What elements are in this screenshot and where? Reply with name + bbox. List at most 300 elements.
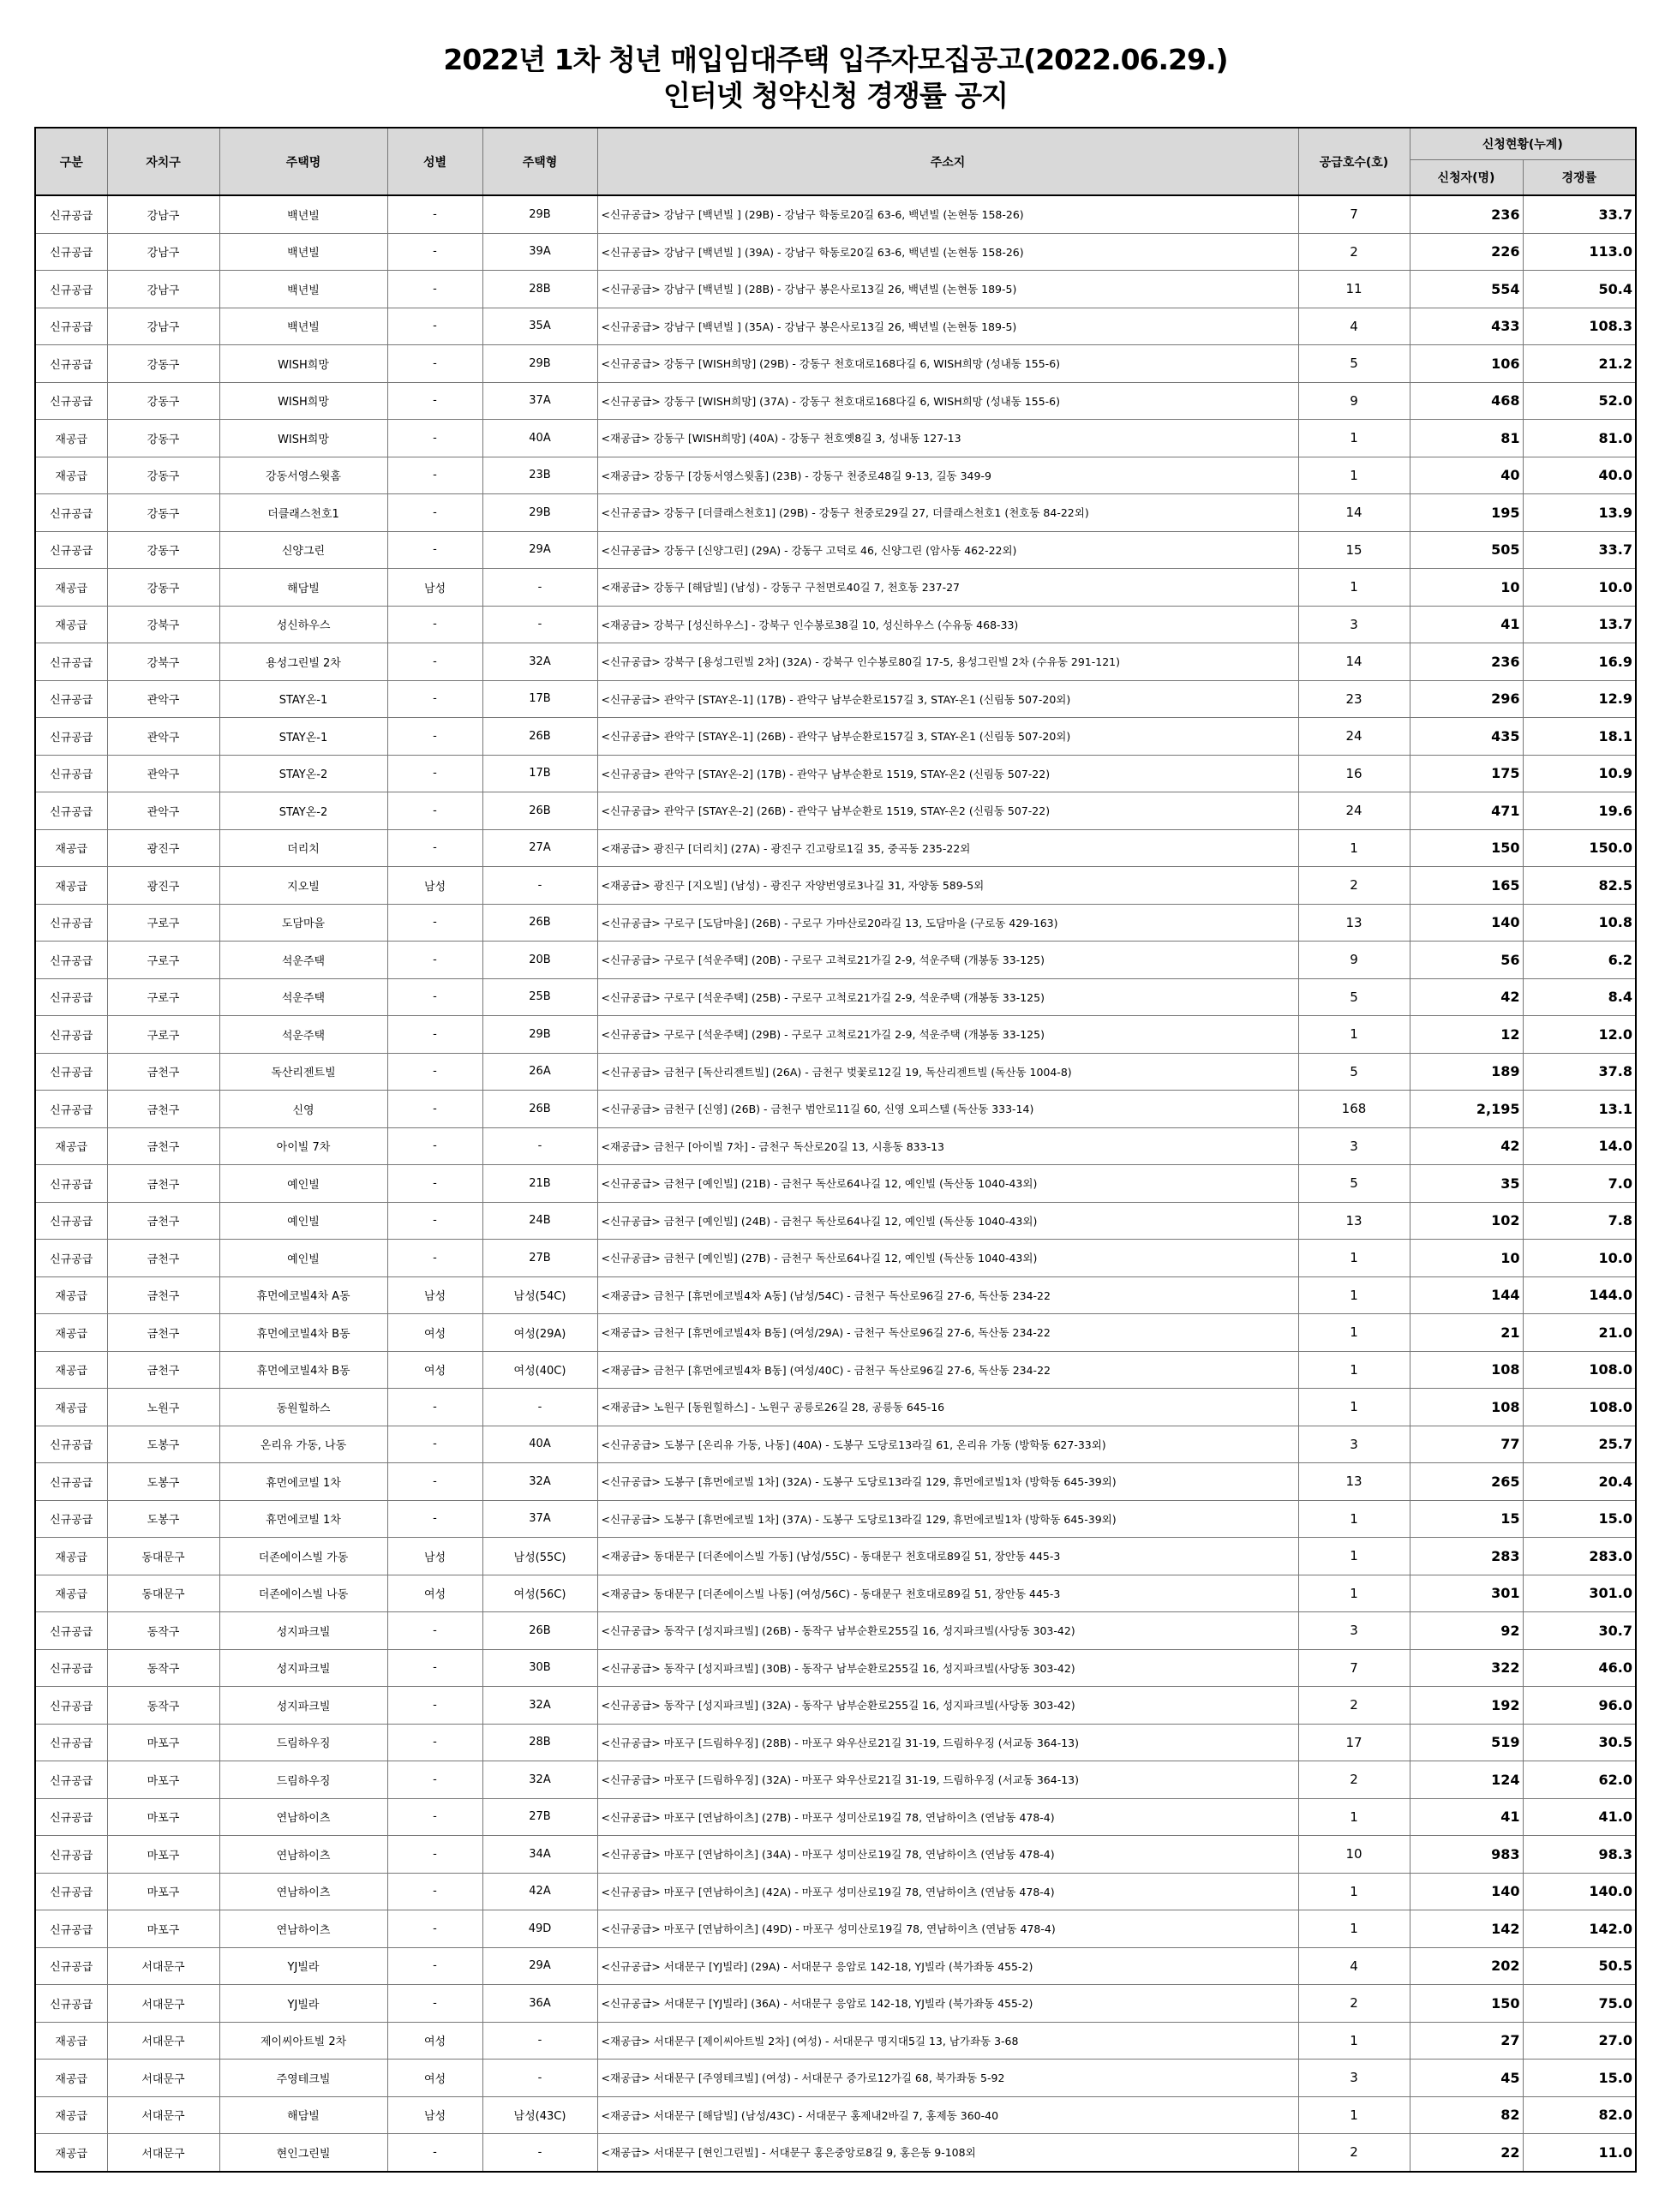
cell-housing-name: 해담빌 [219, 569, 387, 607]
cell-address: <신규공급> 강동구 [신양그린] (29A) - 강동구 고덕로 46, 신양그린 (암사동 462-22외) [597, 531, 1298, 569]
cell-district: 동대문구 [107, 1538, 219, 1575]
cell-applicants: 468 [1410, 382, 1523, 420]
cell-applicants: 140 [1410, 904, 1523, 942]
cell-housing-type: - [482, 606, 597, 643]
cell-district: 마포구 [107, 1724, 219, 1761]
cell-housing-type: 27B [482, 1240, 597, 1277]
cell-category: 신규공급 [35, 904, 107, 942]
cell-category: 신규공급 [35, 382, 107, 420]
cell-district: 관악구 [107, 718, 219, 756]
cell-gender: - [387, 1165, 482, 1203]
cell-gender: 여성 [387, 1351, 482, 1389]
table-row [35, 271, 1636, 308]
cell-address: <신규공급> 강남구 [백년빌 ] (28B) - 강남구 봉은사로13길 26, 백년빌 (논현동 189-5) [597, 271, 1298, 308]
cell-applicants: 92 [1410, 1612, 1523, 1650]
cell-category: 재공급 [35, 1389, 107, 1426]
cell-address: <신규공급> 마포구 [연남하이츠] (34A) - 마포구 성미산로19길 78, 연남하이츠 (연남동 478-4) [597, 1836, 1298, 1874]
cell-housing-name: 용성그린빌 2차 [219, 643, 387, 681]
table-row [35, 531, 1636, 569]
cell-district: 강북구 [107, 643, 219, 681]
cell-supply-count: 14 [1298, 494, 1410, 532]
cell-competition-ratio: 108.0 [1523, 1389, 1636, 1426]
cell-supply-count: 3 [1298, 2060, 1410, 2097]
cell-supply-count: 2 [1298, 1761, 1410, 1799]
cell-district: 금천구 [107, 1314, 219, 1352]
cell-competition-ratio: 33.7 [1523, 531, 1636, 569]
cell-district: 동작구 [107, 1687, 219, 1725]
cell-district: 관악구 [107, 680, 219, 718]
cell-competition-ratio: 40.0 [1523, 457, 1636, 494]
cell-gender: - [387, 1798, 482, 1836]
cell-gender: - [387, 1463, 482, 1501]
cell-competition-ratio: 15.0 [1523, 2060, 1636, 2097]
cell-gender: - [387, 271, 482, 308]
cell-address: <신규공급> 마포구 [드림하우징] (32A) - 마포구 와우산로21길 31-19, 드림하우징 (서교동 364-13) [597, 1761, 1298, 1799]
cell-supply-count: 4 [1298, 308, 1410, 345]
cell-gender: - [387, 1947, 482, 1985]
cell-category: 재공급 [35, 1538, 107, 1575]
table-row [35, 1165, 1636, 1203]
cell-housing-name: 해담빌 [219, 2096, 387, 2134]
cell-address: <재공급> 금천구 [휴먼에코빌4차 A동] (남성/54C) - 금천구 독산로96길 27-6, 독산동 234-22 [597, 1276, 1298, 1314]
table-row [35, 978, 1636, 1016]
table-row [35, 829, 1636, 867]
cell-applicants: 322 [1410, 1649, 1523, 1687]
cell-competition-ratio: 19.6 [1523, 792, 1636, 830]
cell-applicants: 265 [1410, 1463, 1523, 1501]
cell-housing-name: 백년빌 [219, 308, 387, 345]
table-row [35, 1649, 1636, 1687]
cell-applicants: 124 [1410, 1761, 1523, 1799]
cell-gender: - [387, 1389, 482, 1426]
cell-gender: - [387, 494, 482, 532]
cell-competition-ratio: 7.8 [1523, 1202, 1636, 1240]
cell-district: 광진구 [107, 867, 219, 905]
cell-supply-count: 16 [1298, 755, 1410, 792]
cell-applicants: 192 [1410, 1687, 1523, 1725]
cell-gender: - [387, 195, 482, 233]
cell-address: <신규공급> 강남구 [백년빌 ] (35A) - 강남구 봉은사로13길 26, 백년빌 (논현동 189-5) [597, 308, 1298, 345]
cell-housing-type: 26B [482, 1091, 597, 1128]
cell-address: <재공급> 강북구 [성신하우스] - 강북구 인수봉로38길 10, 성신하우스 (수유동 468-33) [597, 606, 1298, 643]
cell-district: 강남구 [107, 195, 219, 233]
cell-applicants: 165 [1410, 867, 1523, 905]
cell-housing-name: 성지파크빌 [219, 1612, 387, 1650]
cell-competition-ratio: 25.7 [1523, 1426, 1636, 1463]
cell-district: 동작구 [107, 1612, 219, 1650]
cell-address: <재공급> 동대문구 [더존에이스빌 가동] (남성/55C) - 동대문구 천호대로89길 51, 장안동 445-3 [597, 1538, 1298, 1575]
header-competition-ratio: 경쟁률 [1523, 160, 1636, 196]
cell-district: 노원구 [107, 1389, 219, 1426]
cell-housing-name: 제이씨아트빌 2차 [219, 2022, 387, 2060]
cell-address: <재공급> 광진구 [지오빌] (남성) - 광진구 자양번영로3나길 31, 자양동 589-5외 [597, 867, 1298, 905]
cell-housing-name: YJ빌라 [219, 1985, 387, 2023]
cell-supply-count: 1 [1298, 1240, 1410, 1277]
cell-housing-name: YJ빌라 [219, 1947, 387, 1985]
table-row [35, 867, 1636, 905]
cell-gender: 남성 [387, 1276, 482, 1314]
cell-district: 서대문구 [107, 1947, 219, 1985]
cell-address: <신규공급> 동작구 [성지파크빌] (26B) - 동작구 남부순환로255길 16, 성지파크빌(사당동 303-42) [597, 1612, 1298, 1650]
table-row [35, 494, 1636, 532]
cell-district: 도봉구 [107, 1463, 219, 1501]
header-housing-name: 주택명 [219, 128, 387, 195]
cell-housing-type: 36A [482, 1985, 597, 2023]
cell-applicants: 283 [1410, 1538, 1523, 1575]
cell-applicants: 202 [1410, 1947, 1523, 1985]
cell-supply-count: 7 [1298, 195, 1410, 233]
cell-housing-type: 34A [482, 1836, 597, 1874]
cell-gender: - [387, 942, 482, 979]
cell-housing-type: 32A [482, 1687, 597, 1725]
cell-housing-name: 신영 [219, 1091, 387, 1128]
cell-address: <신규공급> 마포구 [연남하이츠] (27B) - 마포구 성미산로19길 78, 연남하이츠 (연남동 478-4) [597, 1798, 1298, 1836]
cell-housing-type: 29B [482, 195, 597, 233]
cell-applicants: 519 [1410, 1724, 1523, 1761]
cell-category: 신규공급 [35, 1649, 107, 1687]
cell-housing-name: 동원힐하스 [219, 1389, 387, 1426]
cell-competition-ratio: 82.0 [1523, 2096, 1636, 2134]
cell-housing-name: WISH희망 [219, 382, 387, 420]
cell-district: 구로구 [107, 1016, 219, 1054]
cell-category: 재공급 [35, 2096, 107, 2134]
cell-district: 동대문구 [107, 1575, 219, 1612]
cell-category: 신규공급 [35, 1910, 107, 1948]
table-row [35, 1351, 1636, 1389]
cell-applicants: 435 [1410, 718, 1523, 756]
cell-district: 구로구 [107, 904, 219, 942]
cell-category: 신규공급 [35, 1687, 107, 1725]
cell-supply-count: 1 [1298, 1873, 1410, 1910]
cell-supply-count: 15 [1298, 531, 1410, 569]
cell-housing-name: 아이빌 7차 [219, 1127, 387, 1165]
table-row [35, 233, 1636, 271]
cell-address: <신규공급> 관악구 [STAY온-2] (26B) - 관악구 남부순환로 1519, STAY-온2 (신림동 507-22) [597, 792, 1298, 830]
cell-category: 재공급 [35, 1127, 107, 1165]
cell-supply-count: 5 [1298, 1053, 1410, 1091]
table-row [35, 792, 1636, 830]
cell-housing-name: 백년빌 [219, 195, 387, 233]
cell-applicants: 42 [1410, 1127, 1523, 1165]
cell-supply-count: 17 [1298, 1724, 1410, 1761]
cell-address: <재공급> 금천구 [휴먼에코빌4차 B동] (여성/29A) - 금천구 독산로96길 27-6, 독산동 234-22 [597, 1314, 1298, 1352]
cell-applicants: 236 [1410, 195, 1523, 233]
cell-district: 구로구 [107, 978, 219, 1016]
header-category: 구분 [35, 128, 107, 195]
cell-applicants: 108 [1410, 1389, 1523, 1426]
cell-address: <신규공급> 강동구 [WISH희망] (37A) - 강동구 천호대로168다길 6, WISH희망 (성내동 155-6) [597, 382, 1298, 420]
cell-address: <신규공급> 마포구 [연남하이츠] (49D) - 마포구 성미산로19길 78, 연남하이츠 (연남동 478-4) [597, 1910, 1298, 1948]
cell-supply-count: 13 [1298, 1463, 1410, 1501]
cell-housing-name: 드림하우징 [219, 1724, 387, 1761]
cell-supply-count: 1 [1298, 829, 1410, 867]
cell-housing-name: 예인빌 [219, 1165, 387, 1203]
cell-applicants: 82 [1410, 2096, 1523, 2134]
table-row [35, 1575, 1636, 1612]
cell-gender: - [387, 1202, 482, 1240]
cell-housing-name: 석운주택 [219, 942, 387, 979]
header-housing-type: 주택형 [482, 128, 597, 195]
cell-housing-type: 37A [482, 382, 597, 420]
cell-housing-type: - [482, 2134, 597, 2172]
cell-competition-ratio: 50.4 [1523, 271, 1636, 308]
cell-housing-name: 백년빌 [219, 271, 387, 308]
cell-gender: - [387, 1240, 482, 1277]
cell-housing-type: - [482, 2022, 597, 2060]
cell-address: <신규공급> 강동구 [더클래스천호1] (29B) - 강동구 천중로29길 27, 더클래스천호1 (천호동 84-22외) [597, 494, 1298, 532]
cell-supply-count: 2 [1298, 233, 1410, 271]
cell-district: 마포구 [107, 1836, 219, 1874]
table-row [35, 1276, 1636, 1314]
cell-housing-type: 49D [482, 1910, 597, 1948]
cell-category: 신규공급 [35, 271, 107, 308]
cell-housing-type: 29B [482, 494, 597, 532]
cell-supply-count: 13 [1298, 1202, 1410, 1240]
cell-gender: - [387, 1836, 482, 1874]
cell-category: 신규공급 [35, 1500, 107, 1538]
cell-housing-type: - [482, 1127, 597, 1165]
cell-applicants: 21 [1410, 1314, 1523, 1352]
cell-district: 서대문구 [107, 1985, 219, 2023]
cell-district: 금천구 [107, 1091, 219, 1128]
cell-district: 금천구 [107, 1276, 219, 1314]
cell-housing-name: 신양그린 [219, 531, 387, 569]
cell-supply-count: 23 [1298, 680, 1410, 718]
cell-address: <신규공급> 강동구 [WISH희망] (29B) - 강동구 천호대로168다길 6, WISH희망 (성내동 155-6) [597, 345, 1298, 383]
cell-category: 재공급 [35, 569, 107, 607]
cell-gender: - [387, 531, 482, 569]
cell-category: 신규공급 [35, 1724, 107, 1761]
cell-housing-type: 37A [482, 1500, 597, 1538]
document-title: 2022년 1차 청년 매입임대주택 입주자모집공고(2022.06.29.) [443, 43, 1228, 76]
cell-supply-count: 3 [1298, 606, 1410, 643]
cell-gender: - [387, 1724, 482, 1761]
cell-category: 신규공급 [35, 1947, 107, 1985]
cell-housing-type: 32A [482, 1761, 597, 1799]
cell-district: 금천구 [107, 1351, 219, 1389]
cell-housing-type: 29B [482, 1016, 597, 1054]
cell-housing-name: 더클래스천호1 [219, 494, 387, 532]
cell-address: <재공급> 서대문구 [현인그린빌] - 서대문구 홍은중앙로8길 9, 홍은동 9-108외 [597, 2134, 1298, 2172]
cell-gender: - [387, 233, 482, 271]
cell-housing-type: 26B [482, 718, 597, 756]
cell-address: <신규공급> 금천구 [예인빌] (21B) - 금천구 독산로64나길 12, 예인빌 (독산동 1040-43외) [597, 1165, 1298, 1203]
cell-applicants: 42 [1410, 978, 1523, 1016]
cell-competition-ratio: 140.0 [1523, 1873, 1636, 1910]
cell-housing-type: 30B [482, 1649, 597, 1687]
cell-district: 강남구 [107, 271, 219, 308]
cell-supply-count: 5 [1298, 978, 1410, 1016]
cell-address: <신규공급> 강남구 [백년빌 ] (29B) - 강남구 학동로20길 63-6, 백년빌 (논현동 158-26) [597, 195, 1298, 233]
cell-address: <신규공급> 동작구 [성지파크빌] (32A) - 동작구 남부순환로255길 16, 성지파크빌(사당동 303-42) [597, 1687, 1298, 1725]
cell-applicants: 226 [1410, 233, 1523, 271]
table-row [35, 1798, 1636, 1836]
cell-category: 신규공급 [35, 1836, 107, 1874]
cell-housing-name: 성신하우스 [219, 606, 387, 643]
cell-housing-name: 휴먼에코빌 1차 [219, 1463, 387, 1501]
cell-address: <신규공급> 마포구 [연남하이츠] (42A) - 마포구 성미산로19길 78, 연남하이츠 (연남동 478-4) [597, 1873, 1298, 1910]
cell-gender: - [387, 792, 482, 830]
cell-applicants: 433 [1410, 308, 1523, 345]
cell-supply-count: 2 [1298, 2134, 1410, 2172]
cell-housing-name: STAY온-2 [219, 792, 387, 830]
cell-competition-ratio: 142.0 [1523, 1910, 1636, 1948]
header-supply-count: 공급호수(호) [1298, 128, 1410, 195]
table-row [35, 1202, 1636, 1240]
cell-gender: - [387, 718, 482, 756]
cell-address: <재공급> 동대문구 [더존에이스빌 나동] (여성/56C) - 동대문구 천호대로89길 51, 장안동 445-3 [597, 1575, 1298, 1612]
cell-applicants: 40 [1410, 457, 1523, 494]
cell-district: 관악구 [107, 792, 219, 830]
cell-competition-ratio: 33.7 [1523, 195, 1636, 233]
cell-address: <신규공급> 강북구 [용성그린빌 2차] (32A) - 강북구 인수봉로80길 17-5, 용성그린빌 2차 (수유동 291-121) [597, 643, 1298, 681]
cell-gender: 남성 [387, 867, 482, 905]
cell-gender: - [387, 1761, 482, 1799]
cell-supply-count: 24 [1298, 792, 1410, 830]
cell-supply-count: 3 [1298, 1426, 1410, 1463]
cell-gender: - [387, 1873, 482, 1910]
cell-housing-name: STAY온-1 [219, 680, 387, 718]
header-gender: 성별 [387, 128, 482, 195]
cell-housing-type: 29B [482, 345, 597, 383]
cell-supply-count: 11 [1298, 271, 1410, 308]
cell-category: 신규공급 [35, 1798, 107, 1836]
cell-supply-count: 1 [1298, 2022, 1410, 2060]
cell-address: <신규공급> 금천구 [신영] (26B) - 금천구 범안로11길 60, 신영 오피스텔 (독산동 333-14) [597, 1091, 1298, 1128]
cell-housing-type: 28B [482, 1724, 597, 1761]
cell-supply-count: 1 [1298, 1314, 1410, 1352]
cell-category: 신규공급 [35, 1016, 107, 1054]
table-row [35, 420, 1636, 457]
table-row [35, 1947, 1636, 1985]
cell-applicants: 35 [1410, 1165, 1523, 1203]
cell-supply-count: 10 [1298, 1836, 1410, 1874]
cell-district: 관악구 [107, 755, 219, 792]
table-row [35, 1761, 1636, 1799]
cell-address: <재공급> 금천구 [아이빌 7차] - 금천구 독산로20길 13, 시흥동 833-13 [597, 1127, 1298, 1165]
cell-competition-ratio: 20.4 [1523, 1463, 1636, 1501]
cell-category: 신규공급 [35, 792, 107, 830]
table-row [35, 569, 1636, 607]
cell-supply-count: 1 [1298, 2096, 1410, 2134]
cell-supply-count: 1 [1298, 1389, 1410, 1426]
cell-district: 도봉구 [107, 1500, 219, 1538]
cell-applicants: 140 [1410, 1873, 1523, 1910]
cell-competition-ratio: 16.9 [1523, 643, 1636, 681]
cell-district: 강동구 [107, 382, 219, 420]
cell-housing-type: 40A [482, 1426, 597, 1463]
cell-housing-name: 더리치 [219, 829, 387, 867]
cell-housing-type: - [482, 1389, 597, 1426]
cell-competition-ratio: 7.0 [1523, 1165, 1636, 1203]
cell-supply-count: 5 [1298, 345, 1410, 383]
cell-housing-type: 26B [482, 792, 597, 830]
cell-competition-ratio: 82.5 [1523, 867, 1636, 905]
cell-address: <신규공급> 구로구 [석운주택] (29B) - 구로구 고척로21가길 2-9, 석운주택 (개봉동 33-125) [597, 1016, 1298, 1054]
table-row [35, 1910, 1636, 1948]
table-row [35, 2060, 1636, 2097]
cell-address: <신규공급> 구로구 [석운주택] (25B) - 구로구 고척로21가길 2-9, 석운주택 (개봉동 33-125) [597, 978, 1298, 1016]
cell-competition-ratio: 108.3 [1523, 308, 1636, 345]
cell-gender: - [387, 978, 482, 1016]
cell-supply-count: 24 [1298, 718, 1410, 756]
cell-district: 강남구 [107, 308, 219, 345]
cell-competition-ratio: 98.3 [1523, 1836, 1636, 1874]
cell-applicants: 189 [1410, 1053, 1523, 1091]
cell-category: 신규공급 [35, 531, 107, 569]
cell-address: <재공급> 노원구 [동원힐하스] - 노원구 공릉로26길 28, 공릉동 645-16 [597, 1389, 1298, 1426]
cell-address: <재공급> 서대문구 [해담빌] (남성/43C) - 서대문구 홍제내2바길 7, 홍제동 360-40 [597, 2096, 1298, 2134]
cell-gender: - [387, 420, 482, 457]
cell-competition-ratio: 8.4 [1523, 978, 1636, 1016]
table-row [35, 308, 1636, 345]
cell-address: <신규공급> 서대문구 [YJ빌라] (29A) - 서대문구 응암로 142-18, YJ빌라 (북가좌동 455-2) [597, 1947, 1298, 1985]
cell-applicants: 27 [1410, 2022, 1523, 2060]
cell-housing-name: WISH희망 [219, 420, 387, 457]
cell-housing-type: 26B [482, 1612, 597, 1650]
cell-applicants: 301 [1410, 1575, 1523, 1612]
cell-district: 강남구 [107, 233, 219, 271]
cell-district: 강동구 [107, 569, 219, 607]
cell-district: 금천구 [107, 1053, 219, 1091]
cell-category: 신규공급 [35, 942, 107, 979]
cell-applicants: 144 [1410, 1276, 1523, 1314]
cell-competition-ratio: 15.0 [1523, 1500, 1636, 1538]
cell-gender: - [387, 1985, 482, 2023]
cell-applicants: 10 [1410, 1240, 1523, 1277]
cell-address: <신규공급> 동작구 [성지파크빌] (30B) - 동작구 남부순환로255길 16, 성지파크빌(사당동 303-42) [597, 1649, 1298, 1687]
cell-housing-type: 27A [482, 829, 597, 867]
cell-competition-ratio: 10.8 [1523, 904, 1636, 942]
cell-category: 재공급 [35, 1575, 107, 1612]
cell-supply-count: 1 [1298, 1575, 1410, 1612]
cell-competition-ratio: 52.0 [1523, 382, 1636, 420]
cell-gender: - [387, 680, 482, 718]
cell-housing-name: 드림하우징 [219, 1761, 387, 1799]
cell-address: <신규공급> 금천구 [예인빌] (27B) - 금천구 독산로64나길 12, 예인빌 (독산동 1040-43외) [597, 1240, 1298, 1277]
cell-address: <재공급> 강동구 [해담빌] (남성) - 강동구 구천면로40길 7, 천호동 237-27 [597, 569, 1298, 607]
cell-competition-ratio: 21.0 [1523, 1314, 1636, 1352]
cell-district: 동작구 [107, 1649, 219, 1687]
table-row [35, 680, 1636, 718]
cell-competition-ratio: 10.9 [1523, 755, 1636, 792]
table-row [35, 1314, 1636, 1352]
cell-category: 신규공급 [35, 1165, 107, 1203]
cell-housing-name: 지오빌 [219, 867, 387, 905]
cell-housing-type: 32A [482, 643, 597, 681]
cell-competition-ratio: 75.0 [1523, 1985, 1636, 2023]
cell-housing-name: 휴먼에코빌4차 B동 [219, 1351, 387, 1389]
table-row [35, 904, 1636, 942]
cell-housing-name: 연남하이츠 [219, 1798, 387, 1836]
cell-competition-ratio: 12.0 [1523, 1016, 1636, 1054]
cell-housing-type: 28B [482, 271, 597, 308]
cell-supply-count: 2 [1298, 1985, 1410, 2023]
cell-category: 재공급 [35, 2022, 107, 2060]
cell-supply-count: 2 [1298, 867, 1410, 905]
cell-housing-name: 성지파크빌 [219, 1649, 387, 1687]
table-row [35, 1873, 1636, 1910]
cell-category: 신규공급 [35, 978, 107, 1016]
header-application-status: 신청현황(누계) [1410, 128, 1636, 160]
cell-supply-count: 1 [1298, 1910, 1410, 1948]
table-row [35, 1091, 1636, 1128]
cell-district: 강북구 [107, 606, 219, 643]
cell-housing-type: 29A [482, 1947, 597, 1985]
cell-address: <신규공급> 금천구 [독산리젠트빌] (26A) - 금천구 벚꽃로12길 19, 독산리젠트빌 (독산동 1004-8) [597, 1053, 1298, 1091]
table-row [35, 1612, 1636, 1650]
table-row [35, 2022, 1636, 2060]
